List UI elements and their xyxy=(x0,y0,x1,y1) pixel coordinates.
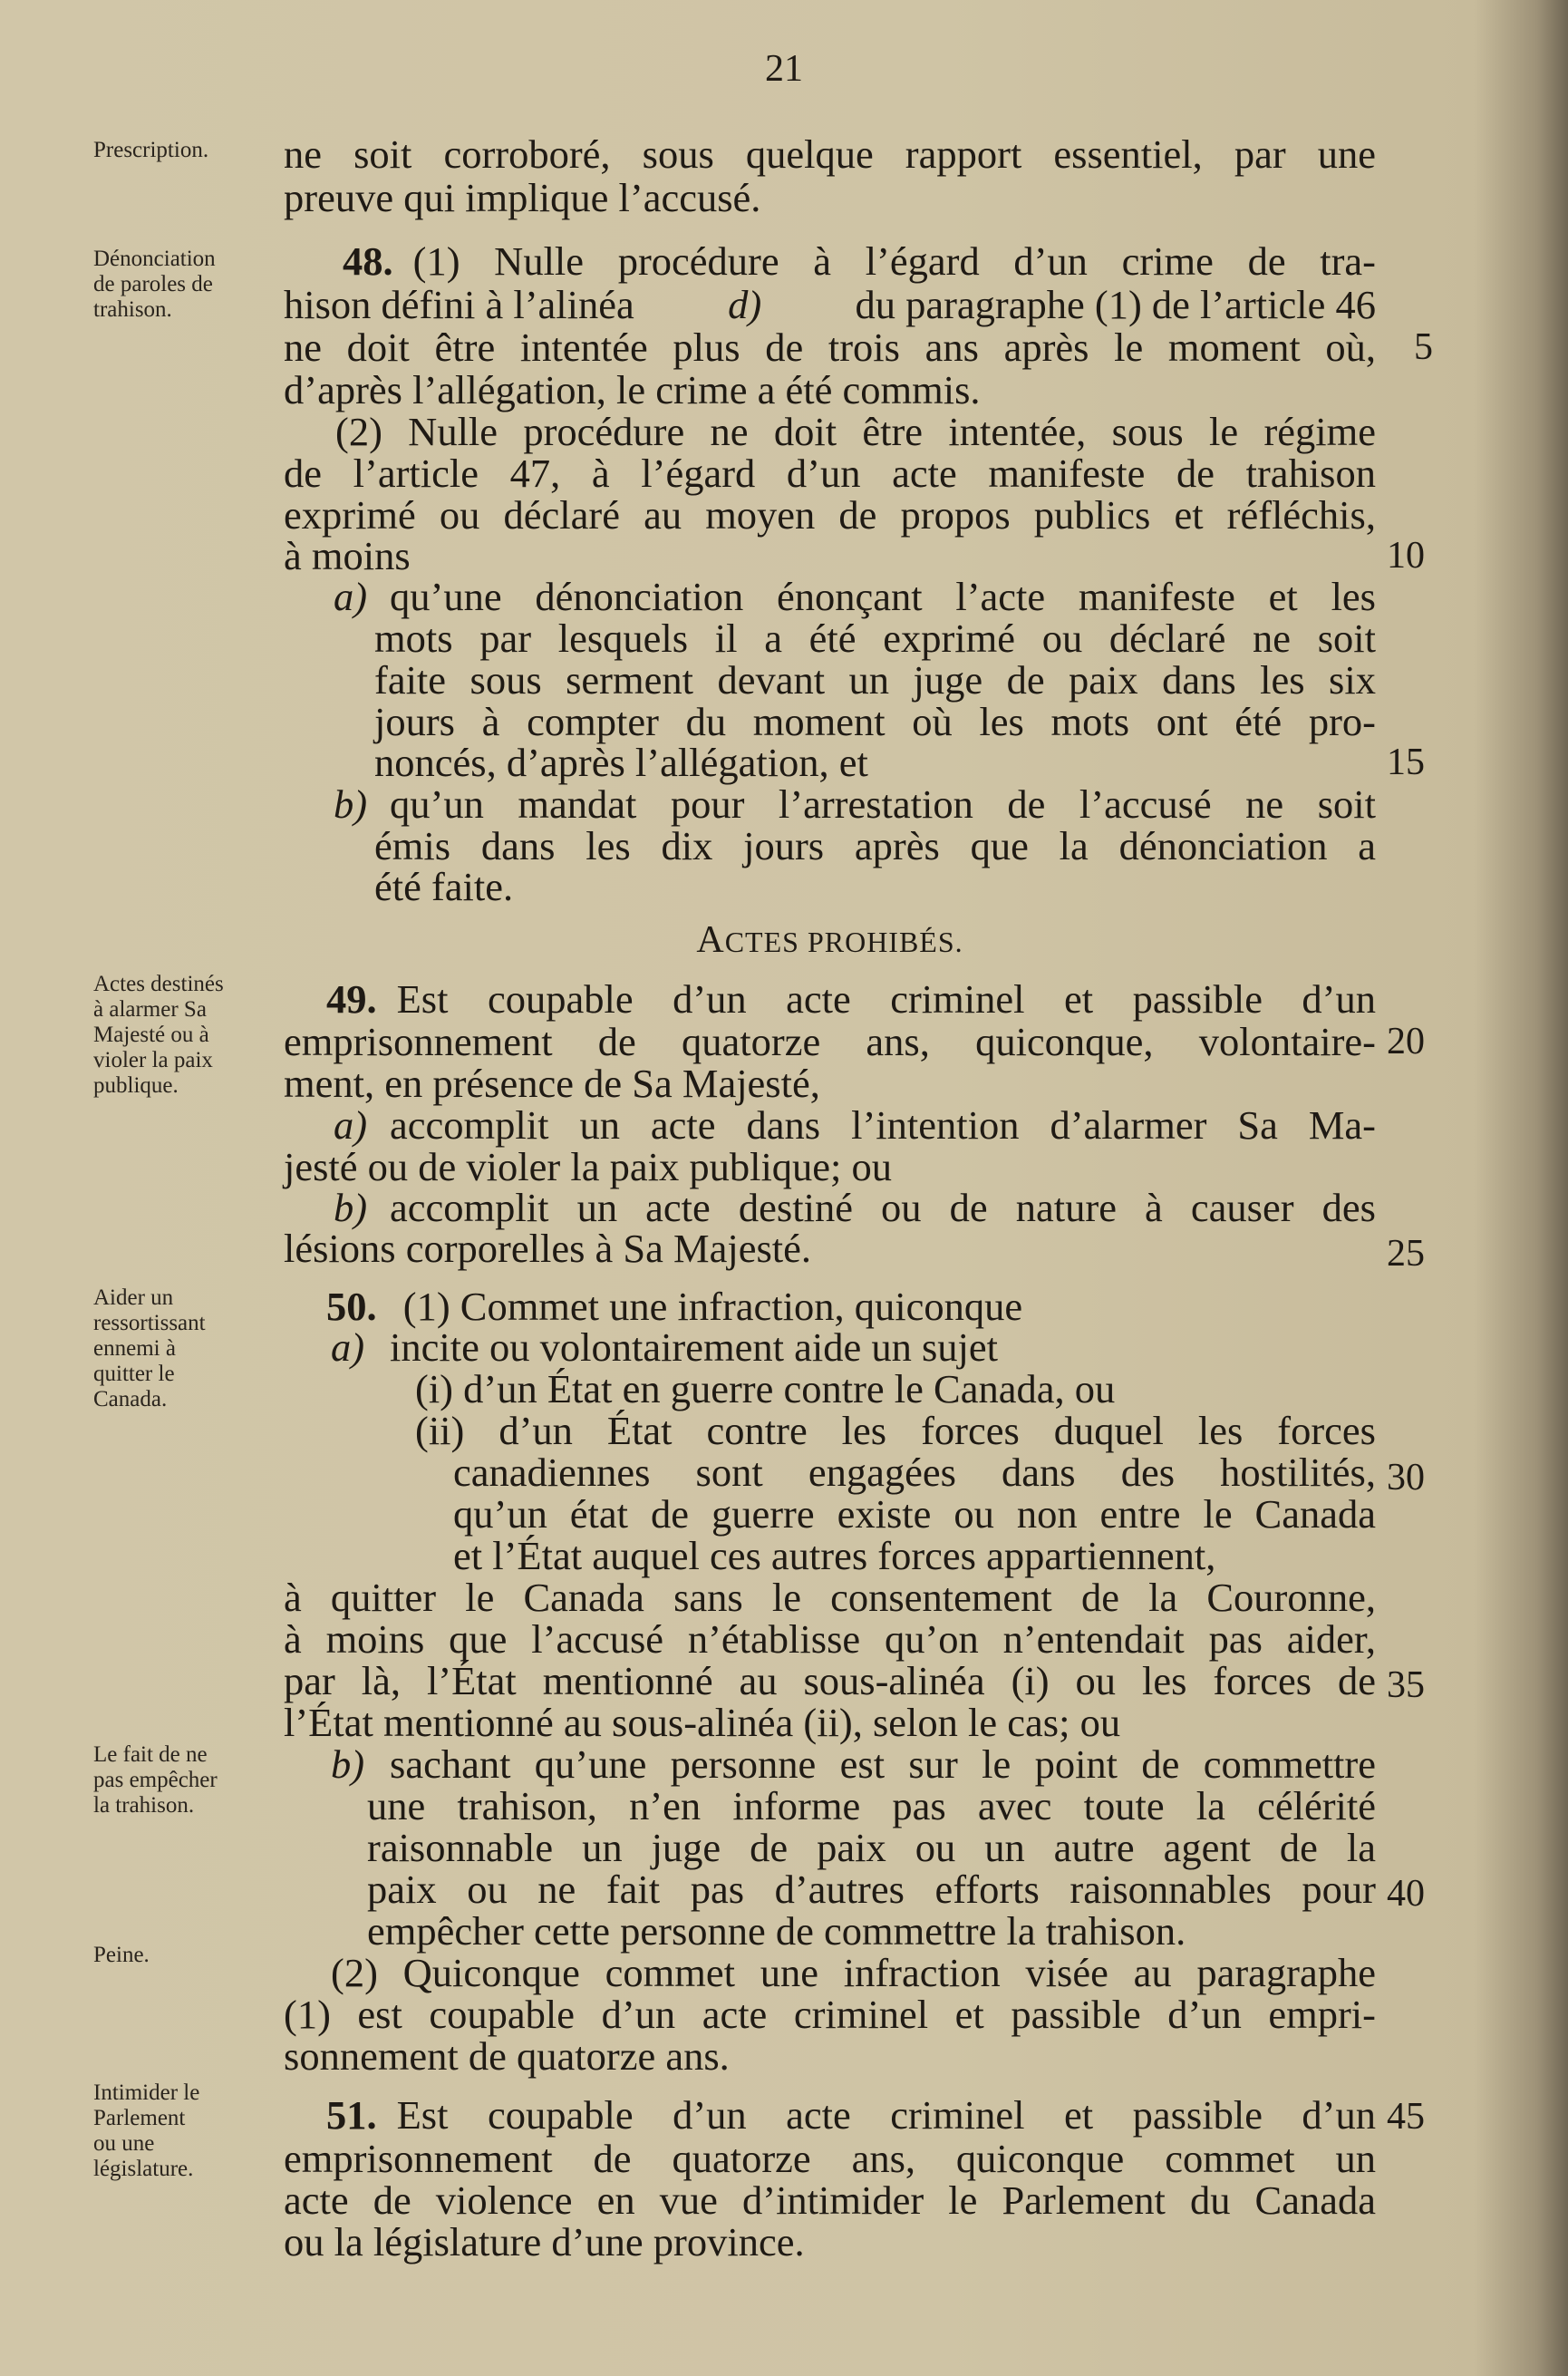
page-number: 21 xyxy=(765,48,803,90)
margin-note-actes: Actes destinés à alarmer Sa Majesté ou à violer la paix publique. xyxy=(93,972,224,1098)
body-line: de l’article 47, à l’égard d’un acte manifeste de trahison xyxy=(284,451,1376,496)
body-line: ou la législature d’une province. xyxy=(284,2219,805,2264)
body-line: qu’une dénonciation énonçant l’acte manifeste et les xyxy=(390,574,1376,619)
body-line: accomplit un acte destiné ou de nature à causer des xyxy=(390,1185,1376,1230)
line-number: 40 xyxy=(1387,1873,1425,1915)
item-marker: b) xyxy=(331,1741,365,1787)
item-marker: a) xyxy=(334,574,368,619)
body-line: (i) d’un État en guerre contre le Canada, ou xyxy=(415,1366,1116,1411)
body-line: empêcher cette personne de commettre la trahison. xyxy=(367,1908,1186,1954)
body-line: l’État mentionné au sous-alinéa (ii), selon le cas; ou xyxy=(284,1700,1121,1745)
body-line: lésions corporelles à Sa Majesté. xyxy=(284,1226,812,1271)
item-marker: b) xyxy=(334,1185,368,1230)
section-number: 51. xyxy=(326,2092,377,2138)
body-line: hison défini à l’alinéa d) du paragraphe (1) de l’article 46 xyxy=(284,282,1376,327)
body-line: à moins que l’accusé n’établisse qu’on n’entendait pas aider, xyxy=(284,1616,1376,1662)
body-line: incite ou volontairement aide un sujet xyxy=(390,1324,999,1370)
margin-note-peine: Peine. xyxy=(93,1943,150,1967)
body-line: 51. Est coupable d’un acte criminel et passible d’un xyxy=(326,2092,1376,2138)
body-line: canadiennes sont engagées dans des hostilités, xyxy=(453,1450,1376,1495)
body-line: ment, en présence de Sa Majesté, xyxy=(284,1061,820,1106)
body-line: à quitter le Canada sans le consentement de la Couronne, xyxy=(284,1575,1376,1620)
margin-note-intimider: Intimider le Parlement ou une législature. xyxy=(93,2080,200,2181)
section-number: 50. xyxy=(326,1284,377,1329)
body-line: 48. (1) Nulle procédure à l’égard d’un crime de tra- xyxy=(343,238,1376,284)
line-number: 30 xyxy=(1387,1457,1425,1498)
body-line: emprisonnement de quatorze ans, quiconque, volontaire- xyxy=(284,1019,1376,1064)
margin-note-prescription: Prescription. xyxy=(93,138,209,162)
body-line: exprimé ou déclaré au moyen de propos publics et réfléchis, xyxy=(284,492,1376,538)
section-heading: ACTES PROHIBÉS. xyxy=(696,919,963,961)
line-number: 15 xyxy=(1387,742,1425,783)
line-number: 25 xyxy=(1387,1233,1425,1275)
body-line: emprisonnement de quatorze ans, quiconque commet un xyxy=(284,2136,1376,2181)
body-line: jours à compter du moment où les mots ont été pro- xyxy=(374,699,1376,744)
margin-note-aider: Aider un ressortissant ennemi à quitter le Canada. xyxy=(93,1285,206,1411)
body-line: (2) Quiconque commet une infraction visée au paragraphe xyxy=(331,1950,1376,1995)
section-number: 48. xyxy=(343,238,393,284)
body-line: mots par lesquels il a été exprimé ou déclaré ne soit xyxy=(374,616,1376,661)
body-line: sachant qu’une personne est sur le point de commettre xyxy=(390,1741,1376,1787)
body-line: émis dans les dix jours après que la dénonciation a xyxy=(374,823,1376,868)
body-line: sonnement de quatorze ans. xyxy=(284,2033,730,2079)
body-line: faite sous serment devant un juge de paix dans les six xyxy=(374,657,1376,703)
body-line: d’après l’allégation, le crime a été commis. xyxy=(284,367,981,412)
body-line: et l’État auquel ces autres forces appartiennent, xyxy=(453,1533,1216,1578)
body-line: (1) est coupable d’un acte criminel et passible d’un empri- xyxy=(284,1992,1376,2037)
body-line: été faite. xyxy=(374,864,514,909)
item-marker: b) xyxy=(334,781,368,827)
margin-note-le-fait: Le fait de ne pas empêcher la trahison. xyxy=(93,1742,218,1818)
body-line: noncés, d’après l’allégation, et xyxy=(374,740,868,785)
body-line: ne doit être intentée plus de trois ans après le moment où, xyxy=(284,325,1376,370)
line-number: 45 xyxy=(1387,2096,1425,2138)
body-line: (2) Nulle procédure ne doit être intentée, sous le régime xyxy=(335,409,1376,454)
body-line: ne soit corroboré, sous quelque rapport essentiel, par une xyxy=(284,131,1376,177)
body-line: preuve qui implique l’accusé. xyxy=(284,175,761,220)
item-marker: a) xyxy=(331,1324,365,1370)
body-line: paix ou ne fait pas d’autres efforts raisonnables pour xyxy=(367,1867,1376,1912)
line-number: 10 xyxy=(1387,535,1425,577)
body-line: accomplit un acte dans l’intention d’alarmer Sa Ma- xyxy=(390,1102,1376,1148)
line-number: 5 xyxy=(1414,326,1433,368)
body-line: acte de violence en vue d’intimider le Parlement du Canada xyxy=(284,2177,1376,2223)
body-line: à moins xyxy=(284,533,411,578)
line-number: 20 xyxy=(1387,1021,1425,1062)
body-line: 49. Est coupable d’un acte criminel et passible d’un xyxy=(326,976,1376,1022)
body-line: qu’un mandat pour l’arrestation de l’accusé ne soit xyxy=(390,781,1376,827)
item-marker: a) xyxy=(334,1102,368,1148)
body-line: (ii) d’un État contre les forces duquel les forces xyxy=(415,1408,1376,1453)
body-line: raisonnable un juge de paix ou un autre agent de la xyxy=(367,1825,1376,1870)
body-line: une trahison, n’en informe pas avec toute la célérité xyxy=(367,1783,1376,1828)
section-number: 49. xyxy=(326,976,377,1022)
body-line: jesté ou de violer la paix publique; ou xyxy=(284,1144,893,1189)
line-number: 35 xyxy=(1387,1664,1425,1706)
body-line: qu’un état de guerre existe ou non entre le Canada xyxy=(453,1491,1376,1537)
margin-note-denonciation: Dénonciation de paroles de trahison. xyxy=(93,247,216,322)
body-line: 50. (1) Commet une infraction, quiconque xyxy=(326,1284,1023,1329)
body-line: par là, l’État mentionné au sous-alinéa (i) ou les forces de xyxy=(284,1658,1376,1703)
